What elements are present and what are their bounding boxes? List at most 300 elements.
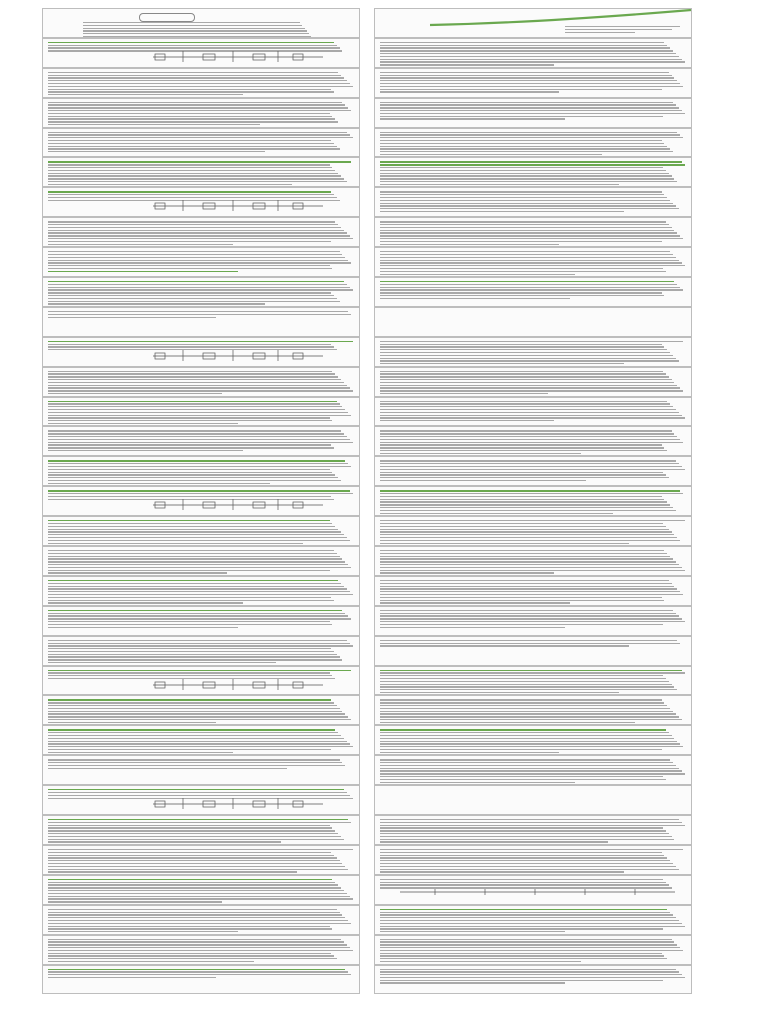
text-line [48, 543, 303, 544]
text-line [48, 86, 353, 87]
text-line [380, 344, 662, 345]
text-line [380, 45, 667, 46]
left-page-thumbnail[interactable] [42, 965, 360, 995]
text-line [48, 822, 351, 823]
text-line [48, 953, 331, 954]
text-line [380, 271, 666, 272]
right-page-thumbnail[interactable] [374, 636, 692, 666]
left-page-thumbnail[interactable] [42, 98, 360, 128]
text-line [380, 241, 662, 242]
text-line [48, 232, 347, 233]
text-line [380, 613, 676, 614]
text-line [380, 175, 672, 176]
page-text-block [83, 22, 319, 38]
text-line [48, 928, 332, 929]
text-line [48, 901, 222, 902]
text-line [48, 477, 338, 478]
text-line [48, 939, 341, 940]
right-page-thumbnail[interactable] [374, 486, 692, 516]
right-page-thumbnail[interactable] [374, 755, 692, 785]
text-line [380, 91, 559, 92]
text-line [48, 849, 353, 850]
text-line [380, 181, 677, 182]
text-line [380, 140, 662, 141]
text-line [380, 191, 662, 192]
text-line [380, 403, 670, 404]
page-text-block [380, 610, 686, 630]
right-page-thumbnail[interactable] [374, 8, 692, 38]
text-line [380, 746, 683, 747]
text-line [565, 26, 680, 27]
page-text-block [380, 909, 686, 934]
text-line [380, 839, 674, 840]
text-line [48, 469, 330, 470]
text-line [380, 477, 669, 478]
page-text-block [380, 520, 686, 545]
text-line [380, 56, 679, 57]
text-line [380, 170, 666, 171]
right-page-thumbnail[interactable] [374, 666, 692, 696]
text-line [48, 110, 351, 111]
text-line [380, 113, 685, 114]
text-line [380, 376, 669, 377]
text-line [48, 977, 216, 978]
text-line [48, 254, 342, 255]
text-line [48, 558, 342, 559]
circuit-diagram-figure [43, 667, 360, 696]
text-line [48, 472, 332, 473]
text-line [380, 134, 680, 135]
text-line [380, 463, 679, 464]
page-text-block [380, 251, 686, 276]
text-line [48, 268, 332, 269]
right-page-thumbnail[interactable] [374, 307, 692, 337]
right-page-thumbnail[interactable] [374, 98, 692, 128]
text-line [48, 221, 335, 222]
text-line [48, 564, 348, 565]
text-line [380, 104, 676, 105]
right-page-thumbnail[interactable] [374, 367, 692, 397]
left-page-thumbnail[interactable] [42, 666, 360, 696]
left-page-thumbnail[interactable] [42, 247, 360, 277]
right-page-thumbnail[interactable] [374, 128, 692, 158]
text-line [380, 917, 676, 918]
heading-line [48, 161, 351, 162]
text-line [48, 301, 340, 302]
page-text-block [380, 72, 686, 94]
right-page-thumbnail[interactable] [374, 815, 692, 845]
text-line [48, 863, 342, 864]
page-text-block [380, 460, 686, 482]
text-line [48, 567, 351, 568]
text-line [380, 866, 676, 867]
text-line [48, 531, 341, 532]
text-line [380, 602, 570, 603]
text-line [48, 561, 345, 562]
text-line [48, 143, 334, 144]
text-line [380, 738, 674, 739]
text-line [380, 580, 669, 581]
text-line [48, 971, 348, 972]
text-line [380, 151, 673, 152]
text-line [48, 80, 347, 81]
text-line [380, 955, 664, 956]
text-line [380, 385, 677, 386]
page-text-block [380, 580, 686, 605]
text-line [380, 819, 679, 820]
page-text-block [380, 640, 686, 648]
page-text-block [48, 939, 354, 964]
text-line [380, 836, 672, 837]
text-line [380, 678, 666, 679]
page-text-block [48, 610, 354, 630]
text-line [48, 713, 345, 714]
right-page-thumbnail[interactable] [374, 695, 692, 725]
text-line [380, 86, 683, 87]
left-page-thumbnail[interactable] [42, 725, 360, 755]
left-page-thumbnail[interactable] [42, 516, 360, 546]
right-page-thumbnail[interactable] [374, 247, 692, 277]
text-line [48, 91, 334, 92]
text-line [48, 920, 348, 921]
left-page-thumbnail[interactable] [42, 935, 360, 965]
text-line [48, 181, 347, 182]
right-page-thumbnail[interactable] [374, 965, 692, 995]
left-page-thumbnail[interactable] [42, 576, 360, 606]
text-line [380, 453, 581, 454]
text-line [48, 749, 331, 750]
text-line [48, 594, 353, 595]
text-line [380, 469, 685, 470]
text-line [380, 406, 673, 407]
text-line [48, 941, 344, 942]
text-line [48, 827, 332, 828]
text-line [380, 42, 664, 43]
text-line [48, 553, 337, 554]
left-page-thumbnail[interactable] [42, 755, 360, 785]
text-line [48, 292, 331, 293]
text-line [48, 403, 340, 404]
heading-line [48, 729, 335, 730]
text-line [380, 939, 672, 940]
text-line [48, 890, 344, 891]
left-page-thumbnail[interactable] [42, 815, 360, 845]
left-page-thumbnail[interactable] [42, 128, 360, 158]
left-page-thumbnail[interactable] [42, 367, 360, 397]
text-line [48, 121, 338, 122]
text-line [380, 708, 670, 709]
text-line [48, 534, 344, 535]
text-line [48, 586, 344, 587]
left-page-thumbnail[interactable] [42, 277, 360, 307]
text-line [380, 572, 554, 573]
text-line [48, 768, 287, 769]
text-line [380, 59, 682, 60]
text-line [380, 265, 685, 266]
text-line [48, 588, 347, 589]
text-line [48, 852, 331, 853]
text-line [380, 102, 673, 103]
page-text-block [380, 729, 686, 754]
left-page-thumbnail[interactable] [42, 606, 360, 636]
text-line [380, 47, 670, 48]
text-line [380, 849, 683, 850]
text-line [380, 645, 629, 646]
text-line [48, 390, 353, 391]
text-line [48, 415, 351, 416]
text-line [380, 841, 608, 842]
right-page-thumbnail[interactable] [374, 606, 692, 636]
left-page-thumbnail[interactable] [42, 38, 360, 68]
text-line [380, 615, 679, 616]
text-line [48, 118, 335, 119]
right-page-thumbnail[interactable] [374, 935, 692, 965]
left-page-thumbnail[interactable] [42, 187, 360, 217]
text-line [380, 982, 565, 983]
text-line [380, 200, 670, 201]
text-line [380, 741, 677, 742]
page-text-block [48, 371, 354, 396]
text-line [48, 303, 265, 304]
text-line [48, 227, 341, 228]
text-line [380, 235, 680, 236]
text-line [48, 379, 341, 380]
text-line [380, 510, 676, 511]
text-line [48, 409, 345, 410]
text-line [380, 53, 676, 54]
text-line [48, 944, 347, 945]
text-line [83, 22, 300, 23]
text-line [48, 295, 334, 296]
text-line [48, 556, 340, 557]
right-page-thumbnail[interactable] [374, 546, 692, 576]
right-page-thumbnail[interactable] [374, 337, 692, 367]
text-line [48, 385, 347, 386]
text-line [380, 977, 685, 978]
text-line [380, 591, 680, 592]
text-line [380, 852, 662, 853]
text-line [48, 466, 351, 467]
text-line [48, 955, 334, 956]
text-line [380, 295, 664, 296]
text-line [380, 564, 679, 565]
text-line [380, 855, 664, 856]
text-line [380, 692, 619, 693]
left-page-thumbnail[interactable] [42, 426, 360, 456]
text-line [48, 423, 238, 424]
text-line [48, 627, 238, 628]
page-text-block [380, 371, 686, 396]
text-line [380, 167, 663, 168]
text-line [565, 32, 635, 33]
left-page-thumbnail[interactable] [42, 905, 360, 935]
page-text-block [48, 580, 354, 605]
text-line [380, 768, 679, 769]
text-line [380, 355, 673, 356]
page-text-block [48, 909, 354, 934]
text-line [380, 268, 663, 269]
text-line [380, 289, 683, 290]
text-line [380, 624, 663, 625]
text-line [380, 83, 680, 84]
text-line [48, 746, 353, 747]
right-page-thumbnail[interactable] [374, 397, 692, 427]
text-line [48, 463, 348, 464]
left-page-thumbnail[interactable] [42, 546, 360, 576]
text-line [48, 184, 292, 185]
text-line [48, 896, 350, 897]
right-page-thumbnail[interactable] [374, 187, 692, 217]
text-line [48, 839, 344, 840]
right-page-thumbnail[interactable] [374, 426, 692, 456]
left-page-thumbnail[interactable] [42, 8, 360, 38]
text-line [380, 208, 679, 209]
text-line [380, 390, 683, 391]
right-page-thumbnail[interactable] [374, 217, 692, 247]
text-line [48, 583, 341, 584]
text-line [48, 912, 340, 913]
text-line [380, 371, 663, 372]
heading-line [48, 271, 238, 272]
right-page-thumbnail[interactable] [374, 576, 692, 606]
left-page-thumbnail[interactable] [42, 397, 360, 427]
text-line [48, 702, 334, 703]
text-line [380, 931, 565, 932]
text-line [48, 72, 338, 73]
left-page-thumbnail[interactable] [42, 785, 360, 815]
text-line [48, 447, 334, 448]
text-line [380, 716, 679, 717]
text-line [48, 244, 233, 245]
text-line [380, 262, 682, 263]
right-page-thumbnail[interactable] [374, 38, 692, 68]
text-line [380, 732, 669, 733]
left-page-thumbnail[interactable] [42, 636, 360, 666]
left-page-thumbnail[interactable] [42, 486, 360, 516]
page-text-block [380, 670, 686, 695]
text-line [48, 833, 338, 834]
text-line [48, 75, 341, 76]
text-line [380, 118, 565, 119]
right-page-thumbnail[interactable] [374, 68, 692, 98]
text-line [380, 869, 679, 870]
page-text-block [380, 161, 686, 186]
text-line [48, 857, 337, 858]
page-text-block [48, 640, 354, 665]
text-line [48, 738, 344, 739]
left-page-thumbnail[interactable] [42, 157, 360, 187]
text-line [48, 871, 297, 872]
text-line [380, 442, 683, 443]
page-text-block [380, 42, 686, 67]
text-line [380, 148, 670, 149]
left-page-thumbnail[interactable] [42, 875, 360, 905]
text-line [48, 417, 330, 418]
right-page-thumbnail[interactable] [374, 456, 692, 486]
text-line [380, 417, 685, 418]
text-line [380, 610, 673, 611]
page-text-block [380, 401, 686, 423]
page-text-block [380, 102, 686, 122]
text-line [380, 184, 619, 185]
text-line [48, 140, 331, 141]
page-text-block [380, 132, 686, 157]
document-logo [139, 13, 195, 22]
right-page-thumbnail[interactable] [374, 875, 692, 905]
left-page-thumbnail[interactable] [42, 68, 360, 98]
left-page-thumbnail[interactable] [42, 337, 360, 367]
right-page-thumbnail[interactable] [374, 725, 692, 755]
text-line [380, 107, 679, 108]
right-page-thumbnail[interactable] [374, 516, 692, 546]
right-page-thumbnail[interactable] [374, 785, 692, 815]
text-line [565, 29, 672, 30]
text-line [48, 719, 351, 720]
heading-line [48, 610, 342, 611]
left-page-thumbnail[interactable] [42, 217, 360, 247]
right-page-thumbnail[interactable] [374, 157, 692, 187]
text-line [48, 537, 347, 538]
text-line [380, 447, 664, 448]
text-line [380, 570, 685, 571]
text-line [380, 550, 664, 551]
right-page-thumbnail[interactable] [374, 845, 692, 875]
text-line [48, 104, 345, 105]
left-page-thumbnail[interactable] [42, 695, 360, 725]
text-line [380, 387, 680, 388]
text-line [380, 553, 667, 554]
text-line [48, 311, 348, 312]
page-text-block [380, 849, 686, 874]
text-line [48, 289, 353, 290]
right-page-thumbnail[interactable] [374, 905, 692, 935]
right-page-column [374, 8, 692, 1016]
text-line [380, 116, 663, 117]
left-page-thumbnail[interactable] [42, 845, 360, 875]
heading-line [48, 699, 331, 700]
page-text-block [48, 879, 354, 904]
text-line [380, 205, 676, 206]
left-page-thumbnail[interactable] [42, 456, 360, 486]
text-line [380, 211, 624, 212]
text-line [380, 430, 672, 431]
page-text-block [380, 191, 686, 213]
right-page-thumbnail[interactable] [374, 277, 692, 307]
text-line [380, 830, 666, 831]
text-line [380, 776, 663, 777]
text-line [380, 224, 669, 225]
page-text-block [48, 281, 354, 306]
text-line [48, 643, 350, 644]
text-line [48, 597, 331, 598]
text-line [380, 360, 679, 361]
text-line [380, 675, 663, 676]
text-line [48, 613, 345, 614]
heading-line [380, 161, 682, 162]
text-line [48, 618, 351, 619]
text-line [48, 917, 345, 918]
text-line [48, 866, 345, 867]
left-page-thumbnail[interactable] [42, 307, 360, 337]
left-page-column [42, 8, 360, 1016]
text-line [380, 80, 677, 81]
text-line [380, 460, 676, 461]
text-line [48, 436, 347, 437]
text-line [48, 382, 344, 383]
text-line [380, 346, 664, 347]
text-line [380, 251, 670, 252]
text-line [380, 765, 676, 766]
